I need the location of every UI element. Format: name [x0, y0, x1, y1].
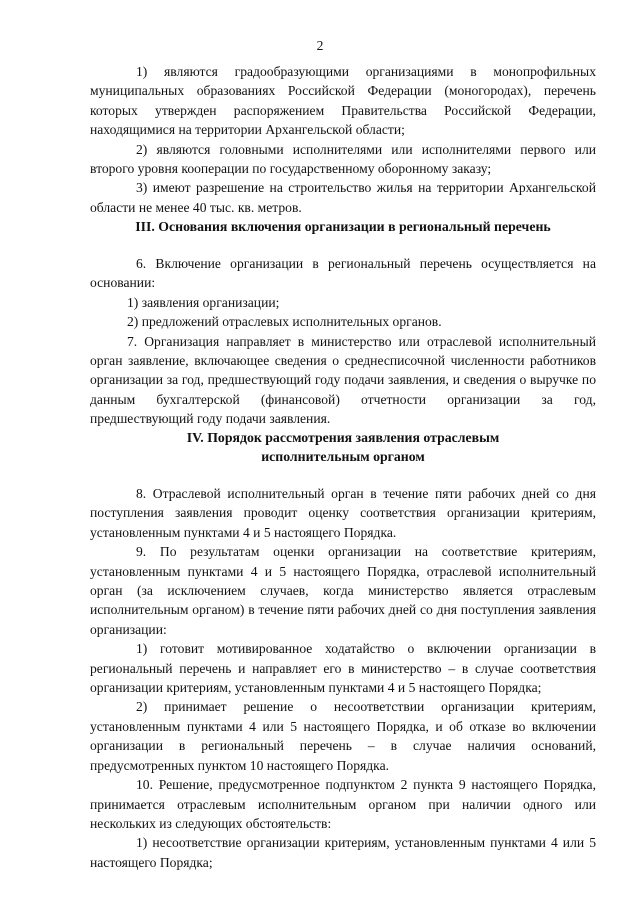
section-4-body — [90, 484, 596, 872]
paragraph: 2) являются головными исполнителями или исполнителями первого или второго уровня кооперации по государственному оборонному заказу; — [90, 141, 596, 177]
paragraph: 3) имеют разрешение на строительство жилья на территории Архангельской области не менее 40 тыс. кв. метров. — [90, 180, 596, 215]
paragraph: 9. По результатам оценки организации на соответствие критериям, установленным пунктами 4 и 5 настоящего Порядка, отраслевой исполнительный орган (за исключением случаев, когда министерство является отраслевым исполнительным органом) в течение пяти рабочих дней со дня поступления заявления организации: — [90, 544, 596, 637]
criteria-list — [90, 62, 596, 217]
paragraph: 7. Организация направляет в министерство или отраслевой исполнительный орган заявление, включающее сведения о среднесписочной численности работников организации за год, предшествующий году подачи заявления, и сведения о выручке по данным бухгалтерской (финансовой) отчетности организации за год, предшествующий году подачи заявления. — [90, 333, 596, 427]
page-number: 2 — [316, 38, 324, 53]
section-4-title-line-1: IV. Порядок рассмотрения заявления отраслевым — [186, 430, 500, 445]
paragraph: 1) готовит мотивированное ходатайство о включении организации в региональный перечень и направляет его в министерство – в случае соответствия организации критериям, установленным пунктами 4 и 5 настоящего Порядка; — [90, 641, 596, 696]
paragraph: 2) принимает решение о несоответствии организации критериям, установленным пунктами 4 или 5 настоящего Порядка, и об отказе во включении организации в региональный перечень – в случае наличия оснований, предусмотренных пунктом 10 настоящего Порядка. — [90, 699, 596, 773]
section-3-body — [90, 254, 596, 429]
paragraph: 8. Отраслевой исполнительный орган в течение пяти рабочих дней со дня поступления заявления проводит оценку соответствия организации критериям, установленным пунктами 4 и 5 настоящего Порядка. — [90, 486, 596, 540]
paragraph: 2) предложений отраслевых исполнительных органов. — [127, 314, 442, 330]
section-3-title: III. Основания включения организации в региональный перечень — [135, 219, 551, 234]
paragraph: 6. Включение организации в региональный перечень осуществляется на основании: — [90, 256, 596, 291]
paragraph: 1) несоответствие организации критериям, установленным пунктами 4 или 5 настоящего Порядка; — [90, 835, 596, 870]
paragraph: 10. Решение, предусмотренное подпунктом 2 пункта 9 настоящего Порядка, принимается отраслевым исполнительным органом при наличии одного или нескольких из следующих обстоятельств: — [90, 777, 596, 831]
paragraph: 1) заявления организации; — [127, 294, 280, 310]
section-4-title-line-2: исполнительным органом — [261, 449, 425, 464]
paragraph: 1) являются градообразующими организациями в монопрофильных муниципальных образованиях Российской Федерации (моногородах), перечень которых утвержден распоряжением Правительства Российской Федерации, находящимися на территории Архангельской области; — [90, 64, 596, 138]
